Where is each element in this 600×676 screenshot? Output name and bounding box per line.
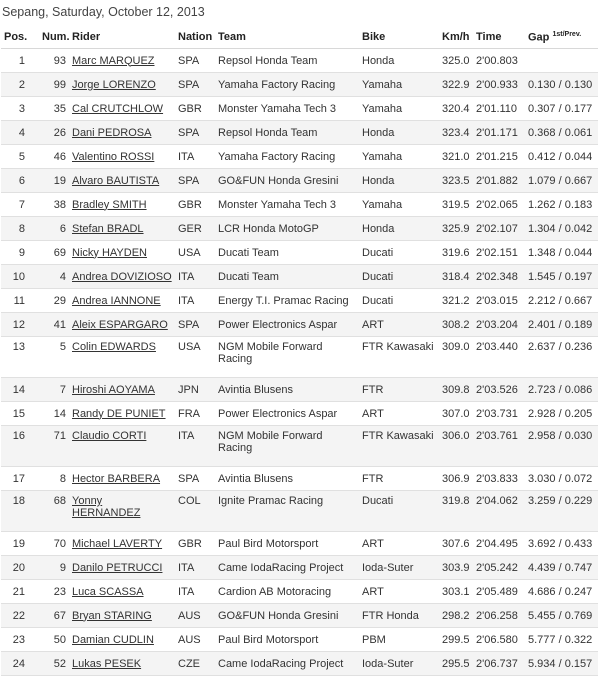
cell-bike: Honda (359, 49, 439, 73)
cell-nation: ITA (175, 556, 215, 580)
table-row (1, 532, 598, 556)
cell-bike: PBM (359, 628, 439, 652)
cell-gap: 5.455 / 0.769 (525, 604, 598, 628)
cell-nation: ITA (175, 265, 215, 289)
cell-bike: FTR Honda (359, 604, 439, 628)
cell-kmh: 325.9 (439, 217, 473, 241)
cell-kmh: 321.2 (439, 289, 473, 313)
cell-time: 2'02.107 (473, 217, 525, 241)
cell-bike: Ducati (359, 491, 439, 532)
cell-gap (525, 49, 598, 73)
cell-num: 67 (39, 604, 69, 628)
cell-team: Came IodaRacing Project (215, 652, 359, 676)
cell-num: 7 (39, 378, 69, 402)
table-row (1, 193, 598, 217)
cell-num: 99 (39, 73, 69, 97)
cell-bike: ART (359, 402, 439, 426)
cell-nation: USA (175, 337, 215, 378)
cell-team: Came IodaRacing Project (215, 556, 359, 580)
cell-pos: 19 (1, 532, 39, 556)
cell-gap: 0.307 / 0.177 (525, 97, 598, 121)
rider-link[interactable]: Lukas PESEK (72, 657, 142, 670)
cell-kmh: 318.4 (439, 265, 473, 289)
cell-num: 26 (39, 121, 69, 145)
header-pos: Pos. (1, 26, 39, 49)
header-gap-sup: 1st/Prev. (552, 30, 582, 38)
cell-time: 2'02.151 (473, 241, 525, 265)
cell-rider (69, 652, 175, 676)
cell-kmh: 295.5 (439, 652, 473, 676)
cell-nation: SPA (175, 49, 215, 73)
cell-time: 2'03.731 (473, 402, 525, 426)
cell-bike: FTR Kawasaki (359, 337, 439, 378)
rider-link[interactable]: Dani PEDROSA (72, 126, 152, 139)
results-caption: Sepang, Saturday, October 12, 2013 (2, 5, 205, 19)
table-row (1, 217, 598, 241)
cell-pos: 11 (1, 289, 39, 313)
cell-kmh: 323.4 (439, 121, 473, 145)
cell-rider (69, 121, 175, 145)
cell-time: 2'06.737 (473, 652, 525, 676)
table-row (1, 337, 598, 378)
cell-team: Paul Bird Motorsport (215, 628, 359, 652)
cell-team: Monster Yamaha Tech 3 (215, 97, 359, 121)
cell-gap: 2.212 / 0.667 (525, 289, 598, 313)
cell-kmh: 309.0 (439, 337, 473, 378)
cell-team: Energy T.I. Pramac Racing (215, 289, 359, 313)
cell-num: 93 (39, 49, 69, 73)
rider-link[interactable]: Aleix ESPARGARO (72, 318, 168, 331)
rider-link[interactable]: Alvaro BAUTISTA (72, 174, 160, 187)
table-row (1, 145, 598, 169)
cell-team: Power Electronics Aspar (215, 313, 359, 337)
cell-pos: 18 (1, 491, 39, 532)
table-row (1, 628, 598, 652)
table-row (1, 97, 598, 121)
cell-team: GO&FUN Honda Gresini (215, 604, 359, 628)
cell-kmh: 308.2 (439, 313, 473, 337)
cell-gap: 1.262 / 0.183 (525, 193, 598, 217)
cell-nation: GBR (175, 193, 215, 217)
rider-link[interactable]: Marc MARQUEZ (72, 54, 155, 67)
table-row (1, 121, 598, 145)
table-row (1, 467, 598, 491)
cell-pos: 10 (1, 265, 39, 289)
cell-kmh: 320.4 (439, 97, 473, 121)
table-row (1, 426, 598, 467)
table-row (1, 241, 598, 265)
cell-pos: 2 (1, 73, 39, 97)
cell-kmh: 325.0 (439, 49, 473, 73)
cell-bike: Yamaha (359, 145, 439, 169)
cell-kmh: 321.0 (439, 145, 473, 169)
cell-pos: 7 (1, 193, 39, 217)
rider-link[interactable]: Hector BARBERA (72, 472, 161, 485)
cell-rider (69, 556, 175, 580)
cell-rider (69, 193, 175, 217)
cell-bike: ART (359, 580, 439, 604)
cell-rider (69, 217, 175, 241)
cell-time: 2'02.065 (473, 193, 525, 217)
cell-kmh: 307.6 (439, 532, 473, 556)
cell-pos: 14 (1, 378, 39, 402)
cell-rider (69, 628, 175, 652)
cell-num: 69 (39, 241, 69, 265)
cell-rider (69, 97, 175, 121)
cell-num: 29 (39, 289, 69, 313)
cell-nation: ITA (175, 145, 215, 169)
cell-nation: FRA (175, 402, 215, 426)
cell-bike: Ducati (359, 289, 439, 313)
cell-num: 41 (39, 313, 69, 337)
table-row (1, 73, 598, 97)
cell-kmh: 303.9 (439, 556, 473, 580)
cell-pos: 8 (1, 217, 39, 241)
cell-nation: JPN (175, 378, 215, 402)
rider-link[interactable]: Stefan BRADL (72, 222, 144, 235)
cell-gap: 2.958 / 0.030 (525, 426, 598, 467)
cell-time: 2'05.242 (473, 556, 525, 580)
cell-kmh: 298.2 (439, 604, 473, 628)
cell-nation: SPA (175, 169, 215, 193)
cell-rider (69, 145, 175, 169)
header-team: Team (215, 26, 359, 49)
cell-gap: 3.692 / 0.433 (525, 532, 598, 556)
cell-pos: 6 (1, 169, 39, 193)
cell-time: 2'03.204 (473, 313, 525, 337)
cell-bike: Ioda-Suter (359, 652, 439, 676)
cell-gap: 3.259 / 0.229 (525, 491, 598, 532)
cell-rider (69, 49, 175, 73)
cell-time: 2'03.526 (473, 378, 525, 402)
cell-gap: 4.439 / 0.747 (525, 556, 598, 580)
cell-time: 2'00.803 (473, 49, 525, 73)
cell-gap: 2.637 / 0.236 (525, 337, 598, 378)
cell-pos: 3 (1, 97, 39, 121)
cell-gap: 0.412 / 0.044 (525, 145, 598, 169)
cell-bike: ART (359, 313, 439, 337)
cell-nation: SPA (175, 467, 215, 491)
cell-team: Ducati Team (215, 241, 359, 265)
cell-rider (69, 337, 175, 378)
table-row (1, 652, 598, 676)
cell-team: Avintia Blusens (215, 467, 359, 491)
rider-link[interactable]: Nicky HAYDEN (72, 246, 147, 259)
cell-num: 35 (39, 97, 69, 121)
cell-gap: 1.545 / 0.197 (525, 265, 598, 289)
cell-nation: GBR (175, 532, 215, 556)
cell-team: Ducati Team (215, 265, 359, 289)
header-kmh: Km/h (439, 26, 473, 49)
cell-num: 9 (39, 556, 69, 580)
header-rider: Rider (69, 26, 175, 49)
cell-gap: 1.304 / 0.042 (525, 217, 598, 241)
cell-nation: ITA (175, 580, 215, 604)
rider-link[interactable]: Andrea IANNONE (72, 294, 161, 307)
cell-gap: 2.401 / 0.189 (525, 313, 598, 337)
header-nation: Nation (175, 26, 215, 49)
cell-bike: Honda (359, 217, 439, 241)
cell-rider (69, 426, 175, 467)
cell-pos: 20 (1, 556, 39, 580)
rider-link[interactable]: Damian CUDLIN (72, 633, 154, 646)
cell-team: LCR Honda MotoGP (215, 217, 359, 241)
cell-gap: 0.368 / 0.061 (525, 121, 598, 145)
cell-num: 6 (39, 217, 69, 241)
cell-team: Paul Bird Motorsport (215, 532, 359, 556)
rider-link[interactable]: Bradley SMITH (72, 198, 147, 211)
table-header-row (1, 26, 598, 49)
cell-pos: 1 (1, 49, 39, 73)
cell-time: 2'01.882 (473, 169, 525, 193)
cell-num: 4 (39, 265, 69, 289)
rider-link[interactable]: Bryan STARING (72, 609, 152, 622)
results-body (1, 49, 598, 676)
table-row (1, 265, 598, 289)
cell-pos: 5 (1, 145, 39, 169)
cell-rider (69, 378, 175, 402)
cell-num: 68 (39, 491, 69, 532)
cell-gap: 5.934 / 0.157 (525, 652, 598, 676)
cell-rider (69, 580, 175, 604)
cell-num: 50 (39, 628, 69, 652)
rider-link[interactable]: Luca SCASSA (72, 585, 144, 598)
header-gap (525, 26, 598, 49)
cell-nation: ITA (175, 289, 215, 313)
cell-rider (69, 604, 175, 628)
header-bike: Bike (359, 26, 439, 49)
rider-link[interactable]: Hiroshi AOYAMA (72, 383, 155, 396)
cell-nation: AUS (175, 628, 215, 652)
rider-link[interactable]: Danilo PETRUCCI (72, 561, 163, 574)
cell-nation: GBR (175, 97, 215, 121)
cell-team: Cardion AB Motoracing (215, 580, 359, 604)
cell-kmh: 319.8 (439, 491, 473, 532)
cell-time: 2'03.440 (473, 337, 525, 378)
cell-pos: 4 (1, 121, 39, 145)
cell-kmh: 299.5 (439, 628, 473, 652)
cell-team: Ignite Pramac Racing (215, 491, 359, 532)
cell-kmh: 323.5 (439, 169, 473, 193)
cell-nation: ITA (175, 426, 215, 467)
table-row (1, 604, 598, 628)
cell-time: 2'06.580 (473, 628, 525, 652)
table-row (1, 580, 598, 604)
cell-num: 70 (39, 532, 69, 556)
cell-nation: COL (175, 491, 215, 532)
table-row (1, 556, 598, 580)
cell-rider (69, 467, 175, 491)
cell-kmh: 306.9 (439, 467, 473, 491)
cell-team: Avintia Blusens (215, 378, 359, 402)
cell-team: Repsol Honda Team (215, 121, 359, 145)
cell-bike: Yamaha (359, 73, 439, 97)
table-row (1, 49, 598, 73)
cell-rider (69, 402, 175, 426)
cell-kmh: 319.5 (439, 193, 473, 217)
table-row (1, 378, 598, 402)
cell-nation: SPA (175, 313, 215, 337)
rider-link[interactable]: Andrea DOVIZIOSO (72, 270, 172, 283)
cell-num: 52 (39, 652, 69, 676)
table-row (1, 491, 598, 532)
cell-nation: CZE (175, 652, 215, 676)
cell-gap: 0.130 / 0.130 (525, 73, 598, 97)
cell-kmh: 306.0 (439, 426, 473, 467)
cell-team: NGM Mobile Forward Racing (215, 337, 359, 378)
cell-bike: Ducati (359, 265, 439, 289)
cell-gap: 2.928 / 0.205 (525, 402, 598, 426)
cell-num: 23 (39, 580, 69, 604)
rider-link[interactable]: Colin EDWARDS (72, 341, 156, 353)
cell-team: Yamaha Factory Racing (215, 73, 359, 97)
cell-kmh: 319.6 (439, 241, 473, 265)
cell-pos: 21 (1, 580, 39, 604)
cell-nation: USA (175, 241, 215, 265)
cell-kmh: 309.8 (439, 378, 473, 402)
cell-kmh: 303.1 (439, 580, 473, 604)
cell-bike: Yamaha (359, 97, 439, 121)
cell-time: 2'05.489 (473, 580, 525, 604)
cell-pos: 13 (1, 337, 39, 378)
cell-nation: AUS (175, 604, 215, 628)
table-row (1, 289, 598, 313)
cell-kmh: 307.0 (439, 402, 473, 426)
cell-pos: 22 (1, 604, 39, 628)
header-num: Num. (39, 26, 69, 49)
rider-link[interactable]: Michael LAVERTY (72, 537, 163, 550)
cell-bike: FTR (359, 378, 439, 402)
cell-num: 71 (39, 426, 69, 467)
rider-link[interactable]: Claudio CORTI (72, 430, 147, 442)
cell-rider (69, 491, 175, 532)
cell-num: 14 (39, 402, 69, 426)
cell-team: Monster Yamaha Tech 3 (215, 193, 359, 217)
cell-time: 2'03.015 (473, 289, 525, 313)
cell-bike: FTR (359, 467, 439, 491)
cell-pos: 9 (1, 241, 39, 265)
cell-team: NGM Mobile Forward Racing (215, 426, 359, 467)
cell-bike: Yamaha (359, 193, 439, 217)
cell-team: Yamaha Factory Racing (215, 145, 359, 169)
cell-team: GO&FUN Honda Gresini (215, 169, 359, 193)
cell-gap: 3.030 / 0.072 (525, 467, 598, 491)
cell-rider (69, 289, 175, 313)
cell-gap: 1.079 / 0.667 (525, 169, 598, 193)
header-gap-label: Gap (528, 31, 550, 44)
cell-time: 2'06.258 (473, 604, 525, 628)
cell-num: 38 (39, 193, 69, 217)
cell-nation: SPA (175, 73, 215, 97)
cell-pos: 16 (1, 426, 39, 467)
rider-link[interactable]: Valentino ROSSI (72, 150, 155, 163)
cell-pos: 24 (1, 652, 39, 676)
cell-time: 2'03.833 (473, 467, 525, 491)
cell-kmh: 322.9 (439, 73, 473, 97)
cell-team: Repsol Honda Team (215, 49, 359, 73)
cell-gap: 1.348 / 0.044 (525, 241, 598, 265)
cell-time: 2'03.761 (473, 426, 525, 467)
rider-link[interactable]: Yonny HERNANDEZ (72, 495, 141, 519)
cell-rider (69, 265, 175, 289)
cell-time: 2'01.171 (473, 121, 525, 145)
cell-gap: 2.723 / 0.086 (525, 378, 598, 402)
cell-rider (69, 313, 175, 337)
cell-rider (69, 169, 175, 193)
cell-nation: SPA (175, 121, 215, 145)
cell-bike: Honda (359, 121, 439, 145)
cell-pos: 15 (1, 402, 39, 426)
cell-gap: 5.777 / 0.322 (525, 628, 598, 652)
cell-num: 46 (39, 145, 69, 169)
cell-pos: 12 (1, 313, 39, 337)
cell-pos: 23 (1, 628, 39, 652)
cell-num: 5 (39, 337, 69, 378)
cell-bike: Ioda-Suter (359, 556, 439, 580)
table-row (1, 402, 598, 426)
cell-bike: Honda (359, 169, 439, 193)
cell-num: 8 (39, 467, 69, 491)
cell-time: 2'01.110 (473, 97, 525, 121)
cell-rider (69, 73, 175, 97)
rider-link[interactable]: Cal CRUTCHLOW (72, 102, 164, 115)
cell-num: 19 (39, 169, 69, 193)
cell-rider (69, 532, 175, 556)
cell-time: 2'01.215 (473, 145, 525, 169)
cell-bike: Ducati (359, 241, 439, 265)
cell-pos: 17 (1, 467, 39, 491)
cell-time: 2'02.348 (473, 265, 525, 289)
table-row (1, 169, 598, 193)
cell-bike: ART (359, 532, 439, 556)
table-row (1, 313, 598, 337)
rider-link[interactable]: Jorge LORENZO (72, 78, 156, 91)
cell-time: 2'00.933 (473, 73, 525, 97)
cell-time: 2'04.062 (473, 491, 525, 532)
header-time: Time (473, 26, 525, 49)
cell-nation: GER (175, 217, 215, 241)
cell-team: Power Electronics Aspar (215, 402, 359, 426)
rider-link[interactable]: Randy DE PUNIET (72, 407, 166, 420)
results-table (1, 26, 598, 676)
cell-time: 2'04.495 (473, 532, 525, 556)
cell-rider (69, 241, 175, 265)
cell-bike: FTR Kawasaki (359, 426, 439, 467)
cell-gap: 4.686 / 0.247 (525, 580, 598, 604)
